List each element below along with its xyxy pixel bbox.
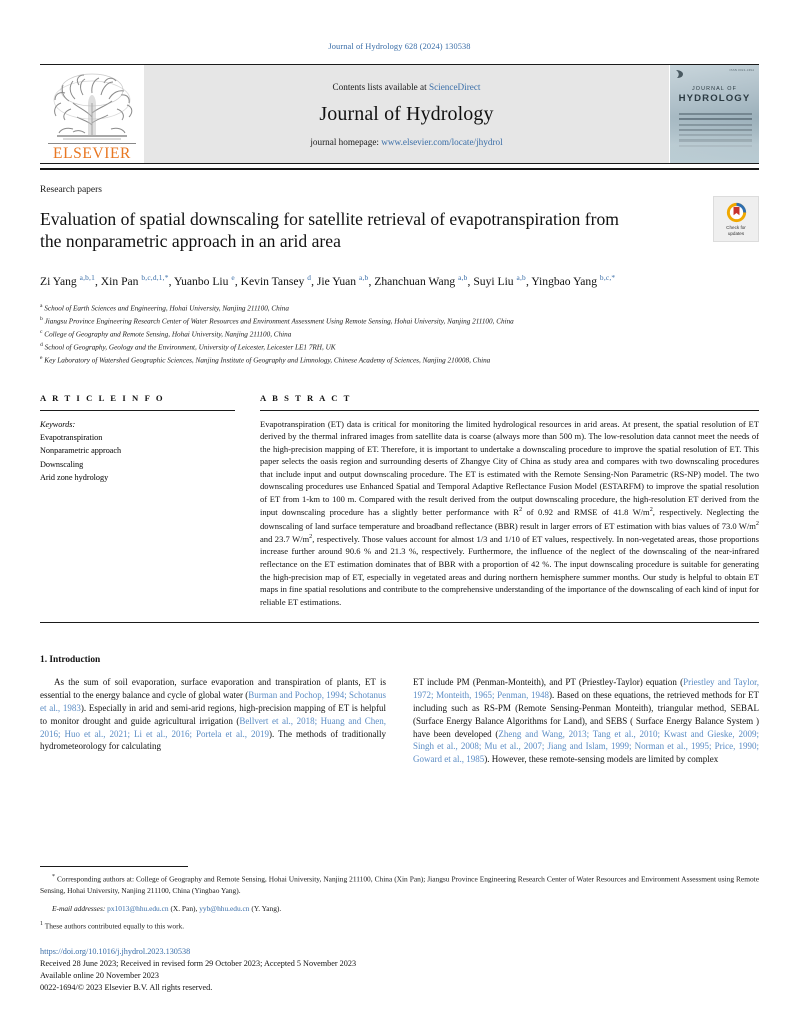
author-name: Suyi Liu — [473, 275, 517, 289]
citation-zheng-goward[interactable]: Zheng and Wang, 2013; Tang et al., 2010; Kwast and Gieske, 2009; Singh et al., 2008; Mu et al., 2007; Jiang and Islam, 1999; Norman et al., 1995; Price, 1990; Goward et al., 1985 — [413, 728, 759, 765]
author-list — [40, 272, 660, 290]
author-name: Kevin Tansey — [240, 275, 308, 289]
intro-right-seg-2: ). Based on these equations, the retrieved methods for ET including such as RS-PM (Remote Sensing-Penman Monteith), triangular method, SEBAL (Surface Energy Balance Algorithms for Land), and SEBS ( Surface Energy Balance System ) have been developed ( — [413, 689, 759, 739]
author-affiliation-marker: b,c,d,1,* — [141, 273, 169, 283]
author-name: Jie Yuan — [316, 275, 359, 289]
journal-title: Journal of Hydrology — [319, 102, 494, 125]
abstract-column — [260, 393, 759, 608]
body-two-column — [40, 676, 759, 766]
email-link-yang[interactable]: yyb@hhu.edu.cn — [199, 903, 250, 913]
keyword-item: Nonparametric approach — [40, 446, 122, 456]
author-name: Xin Pan — [100, 275, 142, 289]
author-separator: , — [95, 275, 101, 289]
author-name: Zhanchuan Wang — [374, 275, 459, 289]
crossmark-icon — [726, 202, 747, 223]
article-info-rule — [40, 410, 235, 411]
cover-elsevier-icon — [675, 69, 684, 79]
author-separator: , — [234, 275, 241, 289]
intro-right-seg-1: ET include PM (Penman-Monteith), and PT (Priestley-Taylor) equation ( — [413, 677, 684, 688]
contents-available-line — [333, 82, 481, 92]
author-separator: , — [311, 275, 317, 289]
footnote-corresponding-marker: * — [52, 874, 55, 880]
cover-title — [670, 86, 759, 104]
abstract-part-1: Evapotranspiration (ET) data is critical for monitoring the limited hydrological resources in arid areas. At present, the spatial resolution of ET derived by the thermal infrared images from satellite data is coarse (always more than 500 m). The low-resolution data cannot meet the needs of the high-precision mapping of ET. Therefore, it is important to undertake a downscaling procedure to improve the spatial resolution of ET. This paper selects the oasis region and surrounding deserts of Zhangye City of China as study area and compares with two downscaling procedures that include input and output downscaling procedure. The ET is estimated with the Remote Sensing-Non Parametric (RS-NP) model. The two downscaling procedures use Enhanced Spatial and Temporal Adaptive Reflectance Fusion Model (ESTARFM) to improve the spatial resolution of ET from 1-km to 100 m. Compared with the result derived from the output downscaling procedure, the high-resolution ET derived from the input downscaling procedure has a slightly better performance with R — [260, 418, 759, 518]
affiliation-item — [40, 328, 759, 341]
body-column-right — [413, 676, 759, 766]
abstract-sup-3: 2 — [755, 519, 759, 527]
affiliation-marker: b — [40, 315, 43, 322]
citation-bellvert-portela[interactable]: Bellvert et al., 2018; Huang and Chen, 2016; Huo et al., 2021; Li et al., 2016; Portela et al., 2019 — [40, 715, 386, 739]
cover-title-line1: JOURNAL OF — [692, 86, 737, 92]
info-abstract-block — [40, 393, 759, 608]
homepage-link[interactable]: www.elsevier.com/locate/jhydrol — [381, 136, 503, 147]
affiliation-text: Key Laboratory of Watershed Geographic Sciences, Nanjing Institute of Geography and Limnology, Chinese Academy of Sciences, Nanjing 210008, China — [42, 356, 491, 365]
cover-title-line2: HYDROLOGY — [678, 93, 751, 104]
contents-prefix: Contents lists available at — [332, 81, 427, 92]
received-dates: Received 28 June 2023; Received in revised form 29 October 2023; Accepted 5 November 2023 — [40, 959, 357, 969]
article-info-heading: A R T I C L E I N F O — [40, 392, 165, 403]
keywords-label: Keywords: — [40, 419, 76, 429]
body-column-left — [40, 676, 386, 766]
author-affiliation-marker: a,b,1 — [79, 273, 95, 283]
cover-image-wash — [670, 117, 759, 163]
keyword-list — [40, 431, 235, 484]
article-info-column — [40, 393, 235, 608]
affiliation-text: Jiangsu Province Engineering Research Center of Water Resources and Environment Assessment Using Remote Sensing, Hohai University, Nanjing 211100, China — [42, 317, 514, 325]
article-type: Research papers — [40, 185, 102, 195]
running-head: Journal of Hydrology 628 (2024) 130538 — [328, 42, 471, 51]
copyright-line: 0022-1694/© 2023 Elsevier B.V. All rights reserved. — [40, 983, 213, 993]
abstract-sup-4: 2 — [309, 533, 313, 541]
crossmark-line2: updates — [727, 230, 745, 236]
intro-left-seg-1: As the sum of soil evaporation, surface evaporation and transpiration of plants, ET is essential to the energy balance and cycle of global water ( — [40, 677, 386, 700]
abstract-part-4: and 23.7 W/m — [260, 533, 310, 544]
author-separator: , — [368, 275, 375, 289]
colophon-block — [40, 946, 356, 995]
email-owner-yang: (Y. Yang). — [251, 903, 282, 913]
affiliation-item — [40, 341, 759, 354]
intro-left-seg-2: ). Especially in arid and semi-arid regions, high-precision mapping of ET is helpful to monitor drought and guide agricultural irrigation ( — [40, 702, 386, 726]
author-separator: , — [467, 275, 474, 289]
author-name: Yingbao Yang — [531, 275, 600, 289]
author-separator: , — [525, 275, 532, 289]
abstract-part-5: , respectively. Those values account for almost 1/3 and 1/10 of ET values, respectively. In non-vegetated areas, those proportions increase further around 90.6 % and 21.3 %, respectively. Furthermore, the influence of the neglect of the downscaling of the near-infrared reflectance on the ET estimation dominates that of BBR with a proportion of 42 %. The input downscaling procedure is suitable for generating the high-precision map of ET, especially in vegetated areas and during northern hemisphere summer months. Our study is helpful to obtain ET maps in fine spatial resolutions and contribute to the comprehensive understanding of the importance of the downscaling of each kind of input for reliable ET estimations. — [260, 533, 759, 607]
footnote-corresponding-text: Corresponding authors at: College of Geography and Remote Sensing, Hohai University, Nanjing 211100, China (Xin Pan); Jiangsu Province Engineering Research Center of Water Resources and Environment Assessment using Remote Sensing, Hohai University, Nanjing 211100, China (Yingbao Yang). — [40, 874, 759, 896]
doi-link[interactable]: https://doi.org/10.1016/j.jhydrol.2023.130538 — [40, 947, 191, 956]
affiliation-text: School of Geography, Geology and the Environment, University of Leicester, Leicester LE1 7RH, UK — [42, 343, 336, 352]
intro-paragraph-right — [413, 676, 759, 766]
footnote-corresponding — [40, 873, 759, 897]
affiliation-marker: a — [40, 302, 43, 309]
email-owner-pan: (X. Pan), — [170, 903, 198, 913]
elsevier-wordmark: ELSEVIER — [48, 143, 136, 161]
journal-cover-thumbnail — [669, 65, 759, 163]
abstract-rule — [260, 410, 759, 411]
footnote-equal-marker: 1 — [40, 921, 43, 928]
journal-homepage-line — [310, 137, 502, 147]
citation-priestley-penman[interactable]: Priestley and Taylor, 1972; Monteith, 1965; Penman, 1948 — [413, 677, 759, 700]
intro-right-seg-3: ). However, these remote-sensing models are limited by complex — [484, 754, 719, 765]
abstract-text — [260, 418, 759, 608]
author-name: Yuanbo Liu — [174, 275, 232, 289]
affiliation-item — [40, 315, 759, 328]
abstract-sup-2: 2 — [649, 506, 653, 514]
cover-issue-code: ISSN 0022-1694 — [729, 68, 754, 72]
keyword-item: Evapotranspiration — [40, 433, 103, 443]
author-separator: , — [168, 275, 175, 289]
sciencedirect-link[interactable]: ScienceDirect — [428, 81, 481, 92]
abstract-part-2: of 0.92 and RMSE of 41.8 W/m — [522, 507, 650, 518]
available-online-date: Available online 20 November 2023 — [40, 971, 159, 981]
crossmark-label — [726, 225, 746, 236]
author-affiliation-marker: a,b — [516, 273, 526, 283]
crossmark-line1: Check for — [726, 224, 746, 230]
affiliation-marker: c — [40, 328, 43, 335]
elsevier-tree-icon — [49, 73, 135, 143]
intro-left-seg-3: ). The methods of traditionally hydrometeorology for calculating — [40, 728, 387, 752]
author-affiliation-marker: e — [231, 273, 235, 283]
affiliation-item — [40, 354, 759, 367]
affiliation-text: College of Geography and Remote Sensing, Hohai University, Nanjing 211100, China — [42, 330, 292, 339]
footnote-equal-contribution — [40, 920, 759, 932]
homepage-prefix: journal homepage: — [310, 136, 379, 147]
affiliation-item — [40, 302, 759, 315]
footnote-block — [40, 866, 759, 932]
footnote-equal-text: These authors contributed equally to this work. — [44, 921, 185, 931]
abstract-heading: A B S T R A C T — [260, 392, 352, 403]
abstract-part-3: , respectively. Neglecting the downscaling of land surface temperature and broadband reflectance (BBR) result in larger errors of ET estimation with bias values of 73.0 W/m — [260, 507, 759, 531]
affiliation-marker: e — [40, 354, 43, 361]
author-affiliation-marker: b,c,* — [599, 273, 616, 283]
author-affiliation-marker: a,b — [458, 273, 468, 283]
keyword-item: Arid zone hydrology — [40, 472, 109, 482]
abstract-sup-1: 2 — [519, 506, 523, 514]
affiliation-list — [40, 302, 759, 367]
citation-burman-schotanus[interactable]: Burman and Pochop, 1994; Schotanus et al., 1983 — [40, 689, 386, 713]
introduction-section — [40, 655, 759, 766]
email-link-pan[interactable]: px1013@hhu.edu.cn — [107, 903, 169, 913]
email-addresses-label: E-mail addresses: — [52, 903, 106, 913]
article-title: Evaluation of spatial downscaling for satellite retrieval of evapotranspiration from the nonparametric approach in an arid area — [40, 209, 619, 252]
author-name: Zi Yang — [40, 275, 80, 289]
journal-masthead — [40, 64, 759, 164]
footnote-emails — [40, 903, 759, 915]
introduction-heading: 1. Introduction — [40, 655, 101, 666]
masthead-center — [144, 65, 669, 163]
affiliation-marker: d — [40, 341, 43, 348]
author-affiliation-marker: d — [307, 273, 312, 283]
keyword-item: Downscaling — [40, 459, 84, 469]
masthead-bottom-rule — [40, 168, 759, 170]
footnote-rule — [40, 866, 188, 867]
abstract-bottom-rule — [40, 622, 759, 623]
intro-paragraph-left — [40, 676, 386, 753]
elsevier-logo — [40, 65, 144, 163]
author-affiliation-marker: a,b — [359, 273, 369, 283]
affiliation-text: School of Earth Sciences and Engineering, Hohai University, Nanjing 211100, China — [42, 303, 289, 312]
crossmark-badge[interactable] — [713, 196, 759, 242]
